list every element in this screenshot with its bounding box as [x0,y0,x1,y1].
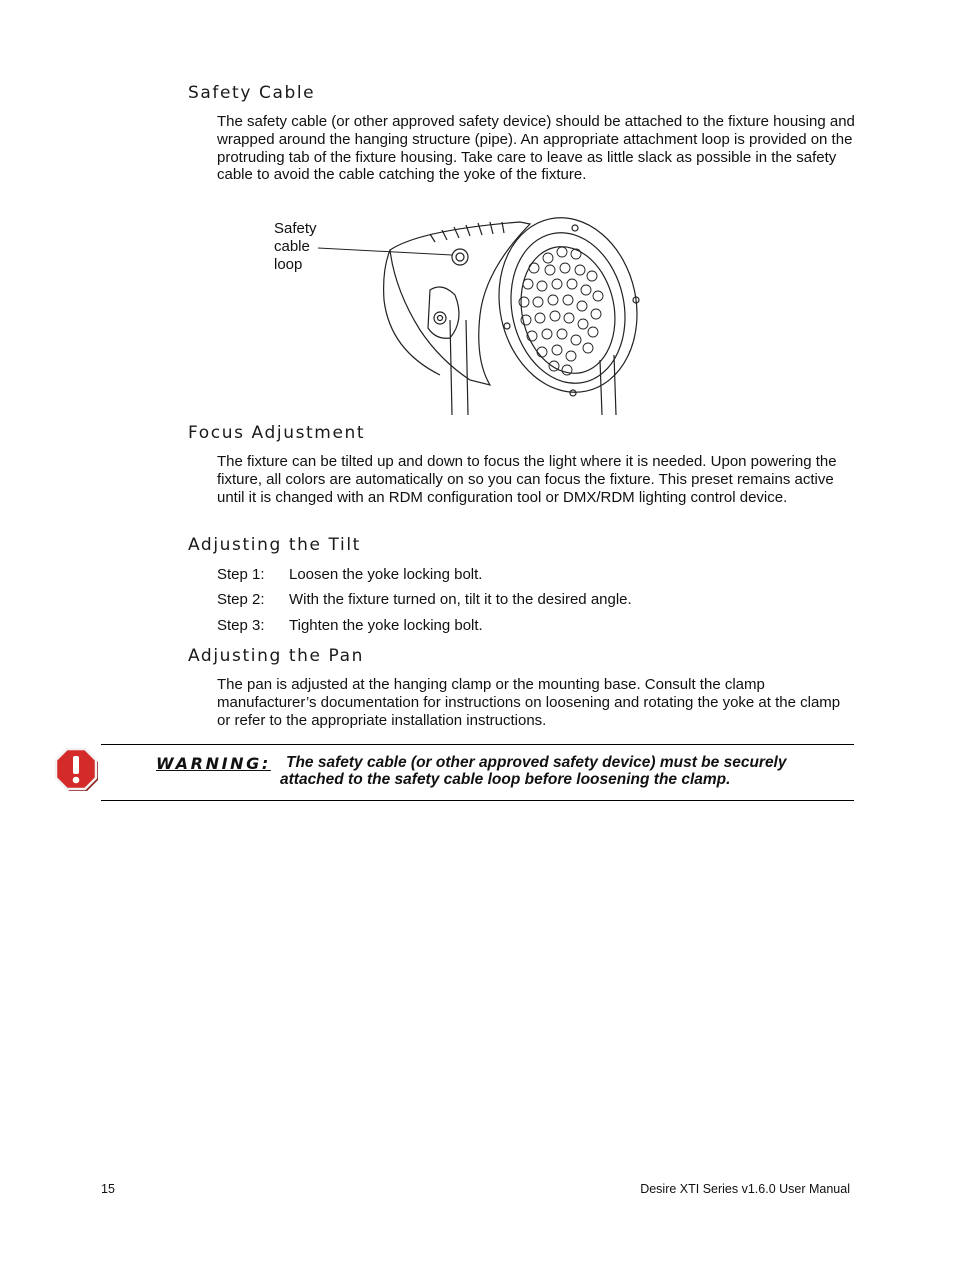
footer-manual-title: Desire XTI Series v1.6.0 User Manual [640,1182,850,1196]
heading-adjusting-pan: Adjusting the Pan [188,646,365,666]
tilt-step-2 [217,591,632,609]
step-label: Step 3: [217,617,265,634]
warning-bottom-rule [101,800,854,801]
callout-line-2: cable [274,238,310,255]
warning-top-rule [101,744,854,745]
callout-line-3: loop [274,256,303,273]
step-text: Tighten the yoke locking bolt. [289,617,483,634]
safety-cable-paragraph: The safety cable (or other approved safety device) should be attached to the fixture housing and wrapped around the hanging structure (pipe). An appropriate attachment loop is provided on the protruding tab of the fixture housing. Take care to leave as little slack as possible in the safety cable to avoid the cable catching the yoke of the fixture. [217,113,855,184]
fixture-illustration [270,210,650,420]
focus-adjustment-paragraph: The fixture can be tilted up and down to focus the light where it is needed. Upon powering the fixture, all colors are automatically on so you can focus the fixture. This preset remains active until it is changed with an RDM configuration tool or DMX/RDM lighting control device. [217,453,837,506]
callout-line-1: Safety [274,220,317,237]
figure-callout-safety-cable-loop [274,220,317,274]
tilt-step-1 [217,566,482,584]
tilt-step-3 [217,617,483,635]
step-text: Loosen the yoke locking bolt. [289,566,483,583]
heading-adjusting-tilt: Adjusting the Tilt [188,535,361,555]
heading-focus-adjustment: Focus Adjustment [188,423,366,443]
heading-safety-cable: Safety Cable [188,83,316,103]
page-number: 15 [101,1182,115,1196]
warning-octagon-icon [52,745,100,793]
warning-label: WARNING: [156,754,271,773]
step-label: Step 2: [217,591,265,608]
step-label: Step 1: [217,566,265,583]
step-text: With the fixture turned on, tilt it to the desired angle. [289,591,632,608]
warning-text: The safety cable (or other approved safety device) must be securely attached to the safety cable loop before loosening the clamp. [280,754,787,788]
adjusting-pan-paragraph: The pan is adjusted at the hanging clamp or the mounting base. Consult the clamp manufacturer’s documentation for instructions on loosening and rotating the yoke at the clamp or refer to the appropriate installation instructions. [217,676,841,729]
